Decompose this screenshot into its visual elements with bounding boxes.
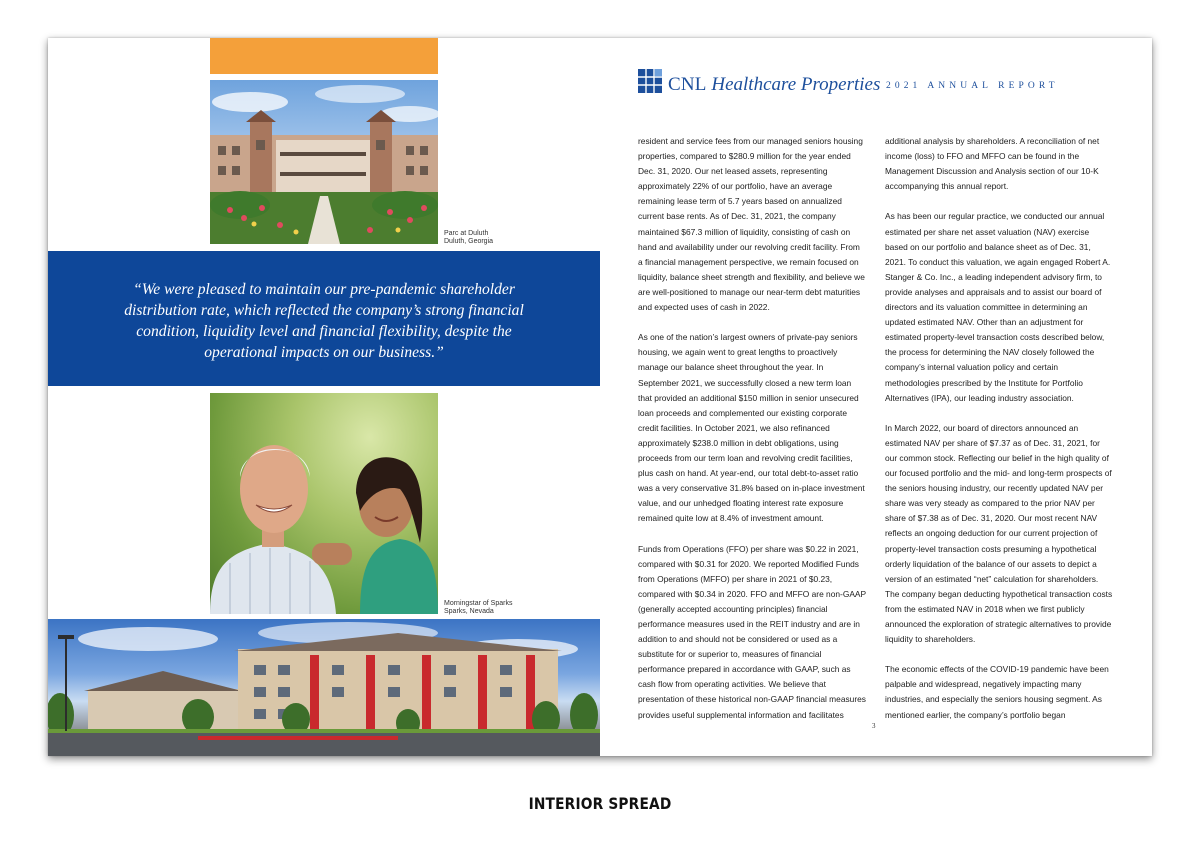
cnl-grid-logo-icon <box>638 69 662 93</box>
photo1-caption-line1: Parc at Duluth <box>444 230 489 237</box>
brand-name-cnl: CNL <box>668 74 707 95</box>
photo1-caption-line2: Duluth, Georgia <box>444 238 494 245</box>
paragraph: Funds from Operations (FFO) per share was $0.22 in 2021, compared with $0.31 for 2020. We reported Modified Funds from Operations (MFFO) per share in 2021 of $0.23, compared with $0.34 in 2020. FFO and MFFO are non-GAAP (generally accepted accounting principles) financial performance measures used in the REIT industry and are in addition to and should not be considered or used as a substitute for or superior to, measures of financial performance prepared in accordance with GAAP, such as cash flow from operating activities. We believe that presentation of these historical non-GAAP financial measures provides useful supplemental information and facilitates <box>638 543 866 720</box>
orange-accent-bar <box>210 38 438 74</box>
report-title: 2021 ANNUAL REPORT <box>886 81 1059 91</box>
brand-name-healthcare-properties: Healthcare Properties <box>711 74 881 95</box>
photo2-caption <box>444 600 512 616</box>
photo2-caption-line1: Morningstar of Sparks <box>444 600 513 607</box>
photo-panorama-building <box>48 619 600 756</box>
body-column-right <box>885 134 1113 738</box>
paragraph: additional analysis by shareholders. A reconciliation of net income (loss) to FFO and MFFO can be found in the Management Discussion and Analysis section of our 10-K accompanying this annual report. <box>885 136 1100 192</box>
panorama-building-illustration <box>48 619 600 756</box>
body-column-left <box>638 134 866 738</box>
paragraph: The economic effects of the COVID-19 pandemic have been palpable and widespread, negatively impacting many industries, and especially the seniors housing segment. As mentioned earlier, the company’s portfolio began <box>885 664 1109 720</box>
photo2-caption-line2: Sparks, Nevada <box>444 608 494 615</box>
spread-label: INTERIOR SPREAD <box>528 794 672 813</box>
paragraph: resident and service fees from our managed seniors housing properties, compared to $280.9 million for the year ended Dec. 31, 2020. Our net leased assets, representing approximately 22% of our portfolio, have an average remaining lease term of 5.7 years based on annualized current base rents. As of Dec. 31, 2021, the company maintained $67.3 million of liquidity, consisting of cash on hand and availability under our revolving credit facility. From a financial management perspective, we remain focused on liquidity, balance sheet strength and flexibility, and believe we are well-positioned to manage our near-term debt maturities and expected uses of cash in 2022. <box>638 136 865 313</box>
page-number: 3 <box>872 722 876 730</box>
photo1-caption <box>444 230 493 246</box>
photo-morningstar-of-sparks <box>210 393 438 614</box>
paragraph: In March 2022, our board of directors announced an estimated NAV per share of $7.37 as of Dec. 31, 2021, for our common stock. Reflecting our belief in the high quality of our focused portfolio and the mid- and long-term prospects of the seniors housing industry, our recently updated NAV per share was very steady as compared to the prior NAV per share of $7.38 as of Dec. 31, 2020. Our most recent NAV reflects an ongoing deduction for our current projection of property-level transaction costs presuming a hypothetical orderly liquidation of the balance of our assets to depict a version of an estimated “net” calculation for shareholders. The company began deducting hypothetical transaction costs from the estimated NAV in 2018 when we first publicly announced the exploration of strategic alternatives to provide liquidity to shareholders. <box>885 422 1113 645</box>
building-garden-illustration <box>210 80 438 244</box>
paragraph: As has been our regular practice, we conducted our annual estimated per share net asset valuation (NAV) exercise based on our portfolio and balance sheet as of Dec. 31, 2021. To conduct this valuation, we again engaged Robert A. Stanger & Co. Inc., a leading independent advisory firm, to provide analyses and appraisals and to assist our board of directors and its valuation committee in determining an updated estimated NAV. Other than an adjustment for estimated property-level transaction costs described below, the process for determining the NAV closely followed the company’s internal valuation policy and certain methodologies prescribed by the Institute for Portfolio Alternatives (IPA), our leading industry association. <box>885 211 1111 403</box>
quote-band <box>48 251 600 386</box>
paragraph: As one of the nation’s largest owners of private-pay seniors housing, we again went to great lengths to proactively manage our balance sheet throughout the year. In September 2021, we successfully closed a new term loan that provided an additional $150 million in senior unsecured loan proceeds and complemented our existing corporate credit facilities. In October 2021, we also refinanced approximately $238.0 million in debt obligations, using proceeds from our term loan and revolving credit facilities, plus cash on hand. At year-end, our total debt-to-asset ratio was a very conservative 31.8% based on in-place investment value, and our unhedged floating interest rate exposure remained quite low at 8.4% of investment amount. <box>638 332 865 524</box>
document-spread <box>48 38 1152 756</box>
brand-wordmark <box>668 74 880 96</box>
couple-portrait-illustration <box>210 393 438 614</box>
pull-quote: “We were pleased to maintain our pre-pandemic shareholder distribution rate, which reflected the company’s strong financial condition, liquidity level and financial flexibility, despite the operational impacts on our business.” <box>124 281 524 361</box>
photo-parc-at-duluth <box>210 80 438 244</box>
